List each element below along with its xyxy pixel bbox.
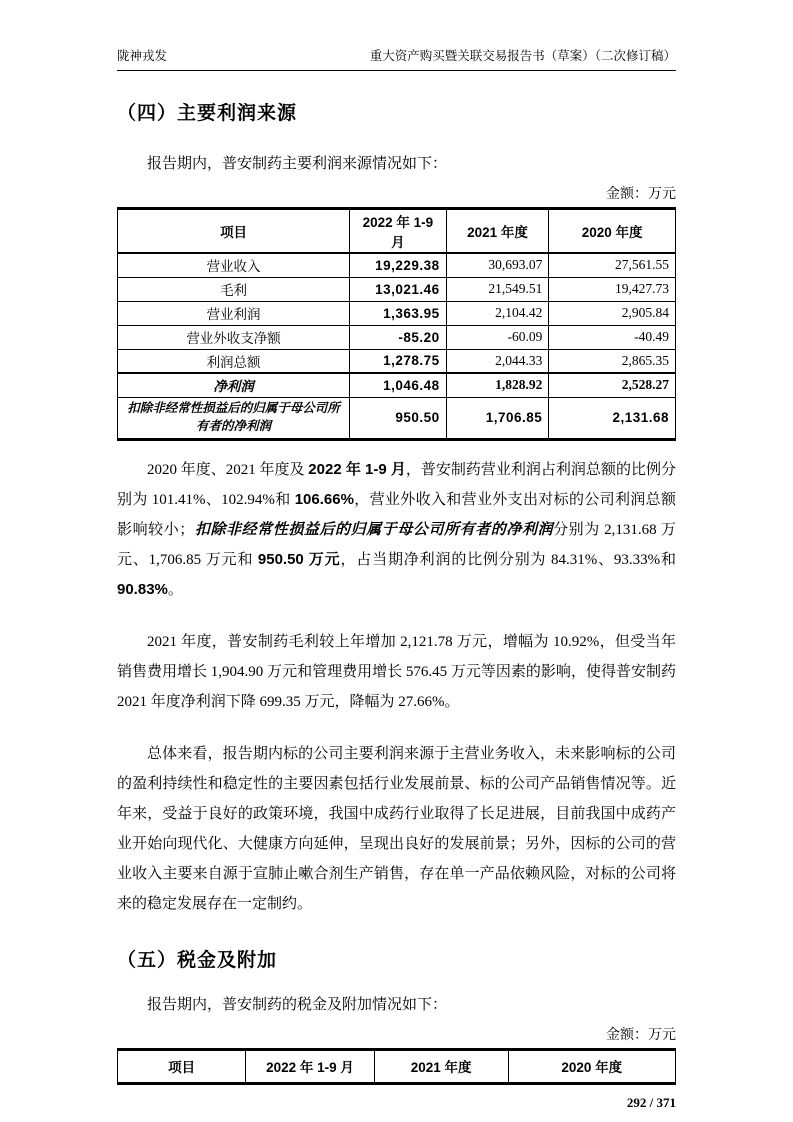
table-header-row: [118, 209, 676, 254]
value-2021-cell: 2,044.33: [446, 349, 549, 373]
text-run: 90.83%: [117, 580, 168, 598]
text-run: 106.66%: [294, 490, 354, 508]
table-row-total-profit: [118, 349, 676, 373]
header-company-name: 陇神戎发: [117, 49, 168, 63]
value-2021-cell: 21,549.51: [446, 277, 549, 301]
text-run: 扣除非经常性损益后的归属于母公司所有者的净利润: [194, 521, 554, 538]
value-2020-cell: 2,528.27: [549, 373, 676, 397]
table-row-gross-profit: [118, 277, 676, 301]
item-cell: 营业收入: [118, 253, 350, 277]
profit-source-table: [117, 207, 676, 441]
text-run: ，普安制药营业利润占利润总额的比例分别为 101.41%、102.94%和: [117, 461, 676, 508]
column-header-2020: 2020 年度: [549, 209, 676, 254]
value-2021-cell: 1,828.92: [446, 373, 549, 397]
value-2021-cell: 30,693.07: [446, 253, 549, 277]
value-2021-cell: -60.09: [446, 325, 549, 349]
item-cell: 毛利: [118, 277, 350, 301]
overall-analysis-paragraph: 总体来看，报告期内标的公司主要利润来源于主营业务收入，未来影响标的公司的盈利持续性和稳定性的主要因素包括行业发展前景、标的公司产品销售情况等。近年来，受益于良好的政策环境，我国中成药行业取得了长足进展，目前我国中成药产业开始向现代化、大健康方向延伸，呈现出良好的发展前景；另外，因标的公司的营业收入主要来自源于宣肺止嗽合剂生产销售，存在单一产品依赖风险，对标的公司将来的稳定发展存在一定制约。: [117, 745, 676, 912]
table-row-deducted-net-profit: [118, 397, 676, 439]
value-2020-cell: 2,865.35: [549, 349, 676, 373]
item-cell: 扣除非经常性损益后的归属于母公司所有者的净利润: [118, 397, 350, 439]
header-report-title: 重大资产购买暨关联交易报告书（草案）（二次修订稿）: [369, 49, 676, 63]
item-cell: 营业外收支净额: [118, 325, 350, 349]
tax-surcharge-table: [117, 1048, 676, 1085]
column-header-item: 项目: [118, 209, 350, 254]
text-run: 分别为 2,131.68 万元、1,706.85 万元和: [117, 521, 676, 568]
item-cell: 净利润: [118, 373, 350, 397]
value-2022-cell: 950.50: [350, 397, 447, 439]
profit-intro-paragraph: 报告期内，普安制药主要利润来源情况如下：: [147, 156, 448, 172]
section-5-heading: （五）税金及附加: [117, 949, 278, 971]
value-2020-cell: 19,427.73: [549, 277, 676, 301]
text-run: 。: [167, 581, 183, 598]
unit-label-tax: 金额：万元: [606, 1027, 676, 1043]
column-header-2020: 2020 年度: [508, 1049, 675, 1083]
tax-intro-paragraph: 报告期内，普安制药的税金及附加情况如下：: [147, 996, 448, 1013]
item-cell: 营业利润: [118, 301, 350, 325]
text-run: ，占当期净利润的比例分别为 84.31%、93.33%和: [340, 551, 676, 568]
page-number: 292 / 371: [626, 1094, 676, 1110]
text-run: 950.50 万元: [257, 550, 341, 568]
column-header-2022: 2022 年 1-9 月: [350, 209, 447, 254]
value-2022-cell: 13,021.46: [350, 277, 447, 301]
text-run: 2022 年 1-9 月: [308, 460, 406, 478]
value-2020-cell: 2,131.68: [549, 397, 676, 439]
column-header-2021: 2021 年度: [446, 209, 549, 254]
value-2022-cell: 1,046.48: [350, 373, 447, 397]
value-2022-cell: -85.20: [350, 325, 447, 349]
profit-ratio-analysis-paragraph: [117, 455, 676, 605]
table-row-operating-profit: [118, 301, 676, 325]
column-header-2022: 2022 年 1-9 月: [246, 1049, 374, 1083]
column-header-2021: 2021 年度: [374, 1049, 508, 1083]
value-2022-cell: 19,229.38: [350, 253, 447, 277]
section-4-heading: （四）主要利润来源: [117, 103, 298, 124]
column-header-item: 项目: [118, 1049, 246, 1083]
text-run: ，营业外收入和营业外支出对标的公司利润总额影响较小；: [117, 491, 676, 538]
table-row-non-operating-net: [118, 325, 676, 349]
value-2020-cell: 27,561.55: [549, 253, 676, 277]
page-header: [117, 46, 676, 71]
text-run: 2020 年度、2021 年度及: [147, 461, 309, 478]
table-header-row: [118, 1049, 676, 1083]
unit-label-profit: 金额：万元: [606, 187, 676, 202]
item-cell: 利润总额: [118, 349, 350, 373]
value-2020-cell: -40.49: [549, 325, 676, 349]
value-2022-cell: 1,278.75: [350, 349, 447, 373]
value-2022-cell: 1,363.95: [350, 301, 447, 325]
value-2021-cell: 1,706.85: [446, 397, 549, 439]
gross-profit-change-paragraph: 2021 年度，普安制药毛利较上年增加 2,121.78 万元，增幅为 10.92%，但受当年销售费用增长 1,904.90 万元和管理费用增长 576.45 万元等因素的影响，使得普安制药 2021 年度净利润下降 699.35 万元，降幅为 27.66%。: [117, 633, 676, 710]
table-row-revenue: [118, 253, 676, 277]
value-2020-cell: 2,905.84: [549, 301, 676, 325]
value-2021-cell: 2,104.42: [446, 301, 549, 325]
table-row-net-profit: [118, 373, 676, 397]
